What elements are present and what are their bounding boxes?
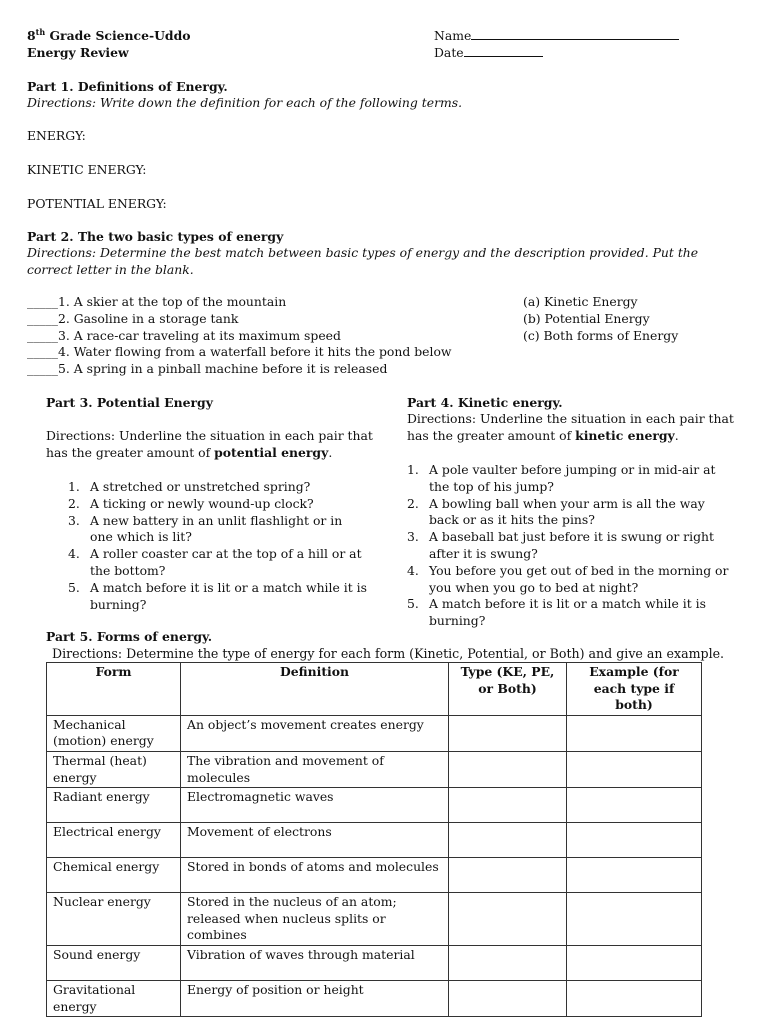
list-item: 5. A match before it is lit or a match while it is burning? xyxy=(68,579,367,612)
example-answer-cell[interactable] xyxy=(567,893,702,946)
part2-choice-list xyxy=(523,294,678,344)
column-header-type: Type (KE, PE, or Both) xyxy=(449,663,567,716)
list-item: 1. A pole vaulter before jumping or in mid-air at the top of his jump? xyxy=(407,462,716,494)
date-blank[interactable] xyxy=(464,45,543,57)
example-answer-cell[interactable] xyxy=(567,751,702,787)
definition-cell: An object’s movement creates energy xyxy=(181,715,449,751)
example-answer-cell[interactable] xyxy=(567,858,702,893)
definition-cell: The vibration and movement of molecules xyxy=(181,751,449,787)
match-item: _____4. Water flowing from a waterfall before it hits the pond below xyxy=(27,344,452,360)
list-item: 4. You before you get out of bed in the morning or you when you go to bed at night? xyxy=(407,562,729,595)
type-answer-cell[interactable] xyxy=(449,893,567,946)
column-header-example: Example (for each type if both) xyxy=(567,663,702,716)
choice-item: (a) Kinetic Energy xyxy=(523,294,638,309)
name-blank[interactable] xyxy=(471,28,679,40)
definition-cell: Stored in the nucleus of an atom; released when nucleus splits or combines xyxy=(181,893,449,946)
list-item: 1. A stretched or unstretched spring? xyxy=(68,479,311,494)
part2-directions: Directions: Determine the best match between basic types of energy and the description provided. Put the correct letter in the blank. xyxy=(27,245,699,277)
term-energy: ENERGY: xyxy=(27,128,86,143)
list-item: 5. A match before it is lit or a match while it is burning? xyxy=(407,596,706,629)
form-cell: Gravitational energy xyxy=(47,980,181,1016)
choice-item: (c) Both forms of Energy xyxy=(523,327,679,343)
list-item: 3. A new battery in an unlit flashlight or in one which is lit? xyxy=(68,512,343,545)
example-answer-cell[interactable] xyxy=(567,788,702,823)
definition-cell: Electromagnetic waves xyxy=(181,788,449,823)
type-answer-cell[interactable] xyxy=(449,858,567,893)
table-row xyxy=(47,823,702,858)
table-row xyxy=(47,751,702,787)
type-answer-cell[interactable] xyxy=(449,980,567,1016)
part3-list xyxy=(68,479,368,613)
forms-of-energy-table xyxy=(46,662,702,1017)
form-cell: Radiant energy xyxy=(47,788,181,823)
example-answer-cell[interactable] xyxy=(567,823,702,858)
part2-title: Part 2. The two basic types of energy xyxy=(27,229,284,244)
part2-item-list xyxy=(27,294,452,378)
match-item: _____3. A race-car traveling at its maximum speed xyxy=(27,327,341,343)
table-row xyxy=(47,858,702,893)
type-answer-cell[interactable] xyxy=(449,751,567,787)
column-header-definition: Definition xyxy=(181,663,449,716)
choice-item: (b) Potential Energy xyxy=(523,310,650,326)
definition-cell: Energy of position or height xyxy=(181,980,449,1016)
table-row xyxy=(47,788,702,823)
part3-directions: Directions: Underline the situation in each pair that has the greater amount of potential energy. xyxy=(46,428,373,460)
list-item: 3. A baseball bat just before it is swung or right after it is swung? xyxy=(407,529,714,561)
column-header-form: Form xyxy=(47,663,181,716)
part1-directions: Directions: Write down the definition for each of the following terms. xyxy=(27,95,463,110)
match-item: _____1. A skier at the top of the mountain xyxy=(27,294,287,309)
type-answer-cell[interactable] xyxy=(449,788,567,823)
form-cell: Thermal (heat) energy xyxy=(47,751,181,787)
term-kinetic-energy: KINETIC ENERGY: xyxy=(27,162,147,177)
table-header-row xyxy=(47,663,702,716)
worksheet-subtitle: Energy Review xyxy=(27,45,129,60)
list-item: 4. A roller coaster car at the top of a hill or at the bottom? xyxy=(68,546,362,578)
match-item: _____2. Gasoline in a storage tank xyxy=(27,310,239,326)
date-label: Date xyxy=(434,45,464,60)
type-answer-cell[interactable] xyxy=(449,715,567,751)
match-item: _____5. A spring in a pinball machine before it is released xyxy=(27,361,388,377)
table-row xyxy=(47,893,702,946)
table-row xyxy=(47,945,702,980)
form-cell: Chemical energy xyxy=(47,858,181,893)
definition-cell: Stored in bonds of atoms and molecules xyxy=(181,858,449,893)
form-cell: Nuclear energy xyxy=(47,893,181,946)
term-potential-energy: POTENTIAL ENERGY: xyxy=(27,196,167,211)
type-answer-cell[interactable] xyxy=(449,945,567,980)
name-label: Name xyxy=(434,28,472,43)
list-item: 2. A bowling ball when your arm is all the way back or as it hits the pins? xyxy=(407,495,705,528)
form-cell: Sound energy xyxy=(47,945,181,980)
list-item: 2. A ticking or newly wound-up clock? xyxy=(68,495,314,511)
part3-title: Part 3. Potential Energy xyxy=(46,395,213,410)
type-answer-cell[interactable] xyxy=(449,823,567,858)
part4-directions: Directions: Underline the situation in each pair that has the greater amount of kinetic energy. xyxy=(407,411,734,443)
part4-list xyxy=(407,462,732,630)
part5-title: Part 5. Forms of energy. xyxy=(46,629,213,644)
example-answer-cell[interactable] xyxy=(567,945,702,980)
name-field[interactable] xyxy=(434,28,679,45)
part5-directions: Directions: Determine the type of energy for each form (Kinetic, Potential, or Both) and give an example. xyxy=(52,646,725,661)
form-cell: Mechanical (motion) energy xyxy=(47,715,181,751)
part4-title: Part 4. Kinetic energy. xyxy=(407,395,563,410)
definition-cell: Movement of electrons xyxy=(181,823,449,858)
table-row xyxy=(47,980,702,1016)
form-cell: Electrical energy xyxy=(47,823,181,858)
course-title: 8th Grade Science-Uddo xyxy=(27,26,191,43)
date-field[interactable] xyxy=(434,45,543,62)
example-answer-cell[interactable] xyxy=(567,980,702,1016)
example-answer-cell[interactable] xyxy=(567,715,702,751)
definition-cell: Vibration of waves through material xyxy=(181,945,449,980)
table-row xyxy=(47,715,702,751)
part1-title: Part 1. Definitions of Energy. xyxy=(27,79,228,94)
